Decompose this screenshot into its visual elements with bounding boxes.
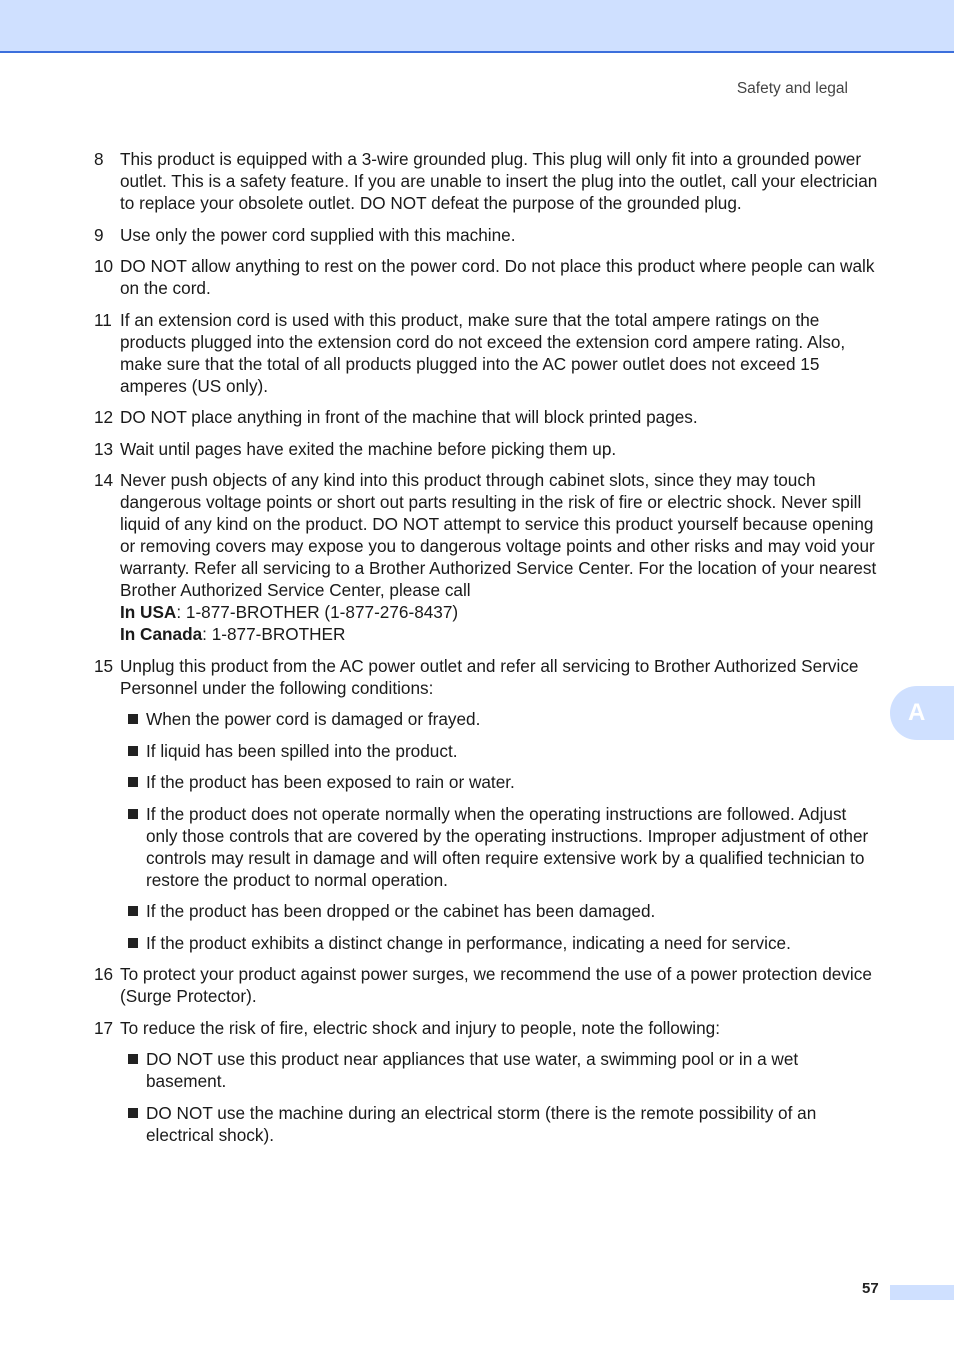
item-number: 16 [94,964,114,984]
bullet-item [120,708,880,730]
item-text: This product is equipped with a 3-wire grounded plug. This plug will only fit into a grounded power outlet. This is a safety feature. If you are unable to insert the plug into the outlet, call your electrician to replace your obsolete outlet. DO NOT defeat the purpose of the grounded plug. [120,149,878,213]
bullet-text: When the power cord is damaged or frayed. [146,709,481,729]
bullet-text: DO NOT use the machine during an electrical storm (there is the remote possibility of an electrical shock). [146,1102,817,1145]
item-number: 9 [94,224,104,245]
item-number: 12 [94,407,114,427]
list-item-15 [94,655,880,954]
square-bullet-icon [128,938,138,948]
contact-canada [120,623,880,645]
square-bullet-icon [128,746,138,756]
item-number: 15 [94,655,114,676]
bullet-item [120,932,880,954]
running-head: Safety and legal [736,80,848,97]
list-item-17 [94,1017,880,1146]
square-bullet-icon [128,1108,138,1118]
list-item-9 [94,224,880,246]
item-number: 13 [94,438,114,459]
item-number: 11 [94,309,112,330]
contact-usa [120,601,880,623]
list-item-11 [94,309,880,397]
bullet-item [120,1102,880,1146]
item-text: To protect your product against power surges, we recommend the use of a power protection device (Surge Protector). [120,964,872,1006]
list-item-13 [94,438,880,460]
bullet-item [120,803,880,891]
list-item-10 [94,255,880,299]
item-text: If an extension cord is used with this product, make sure that the total ampere ratings on the products plugged into the extension cord do not exceed the extension cord ampere rating. Also, make sure that the total of all products plugged into the AC power outlet does not exceed 15 amperes (US only). [120,309,846,396]
contact-canada-phone: : 1-877-BROTHER [202,624,346,644]
item-text: DO NOT allow anything to rest on the power cord. Do not place this product where people can walk on the cord. [120,256,875,298]
item-text: Never push objects of any kind into this product through cabinet slots, since they may touch dangerous voltage points or short out parts resulting in the risk of fire or electric shock. Never spill liquid of any kind on the product. DO NOT attempt to service this product yourself because opening or removing covers may expose you to dangerous voltage points and other risks and may void your warranty. Refer all servicing to a Brother Authorized Service Center. For the location of your nearest Brother Authorized Service Center, please call [120,470,877,600]
bullet-text: If the product does not operate normally when the operating instructions are followed. Adjust only those controls that are covered by the operating instructions. Improper adjustment of other controls may result in damage and will often require extensive work by a qualified technician to restore the product to normal operation. [146,803,869,890]
item-number: 10 [94,256,114,276]
item-number: 14 [94,470,114,490]
bullet-item [120,1048,880,1092]
precaution-list [120,1048,880,1146]
square-bullet-icon [128,906,138,916]
bullet-text: DO NOT use this product near appliances that use water, a swimming pool or in a wet basement. [146,1049,799,1091]
bullet-item [120,900,880,922]
header-band [0,0,954,53]
bullet-item [120,771,880,793]
square-bullet-icon [128,809,138,819]
square-bullet-icon [128,714,138,724]
list-item-12 [94,406,880,428]
list-item-16 [94,963,880,1007]
bullet-item [120,740,880,762]
bullet-text: If the product exhibits a distinct change in performance, indicating a need for service. [146,932,791,953]
contact-usa-phone: : 1-877-BROTHER (1-877-276-8437) [176,602,459,622]
list-item-8 [94,148,880,214]
item-text: Unplug this product from the AC power outlet and refer all servicing to Brother Authorized Service Personnel under the following conditions: [120,655,859,698]
item-text: Wait until pages have exited the machine before picking them up. [120,438,617,459]
bullet-text: If the product has been exposed to rain or water. [146,772,515,792]
contact-canada-label: In Canada [120,624,203,644]
item-number: 8 [94,149,104,169]
page-number: 57 [862,1280,879,1297]
item-number: 17 [94,1017,114,1038]
appendix-tab: A [890,686,954,740]
contact-usa-label: In USA [120,602,177,622]
item-text: To reduce the risk of fire, electric shock and injury to people, note the following: [120,1017,720,1038]
square-bullet-icon [128,1054,138,1064]
footer-bar [890,1285,954,1300]
bullet-text: If liquid has been spilled into the product. [146,740,458,761]
safety-list [94,148,880,1155]
square-bullet-icon [128,777,138,787]
bullet-text: If the product has been dropped or the cabinet has been damaged. [146,901,656,921]
list-item-14 [94,469,880,645]
item-text: DO NOT place anything in front of the machine that will block printed pages. [120,407,698,427]
condition-list [120,708,880,954]
item-text: Use only the power cord supplied with this machine. [120,224,516,245]
